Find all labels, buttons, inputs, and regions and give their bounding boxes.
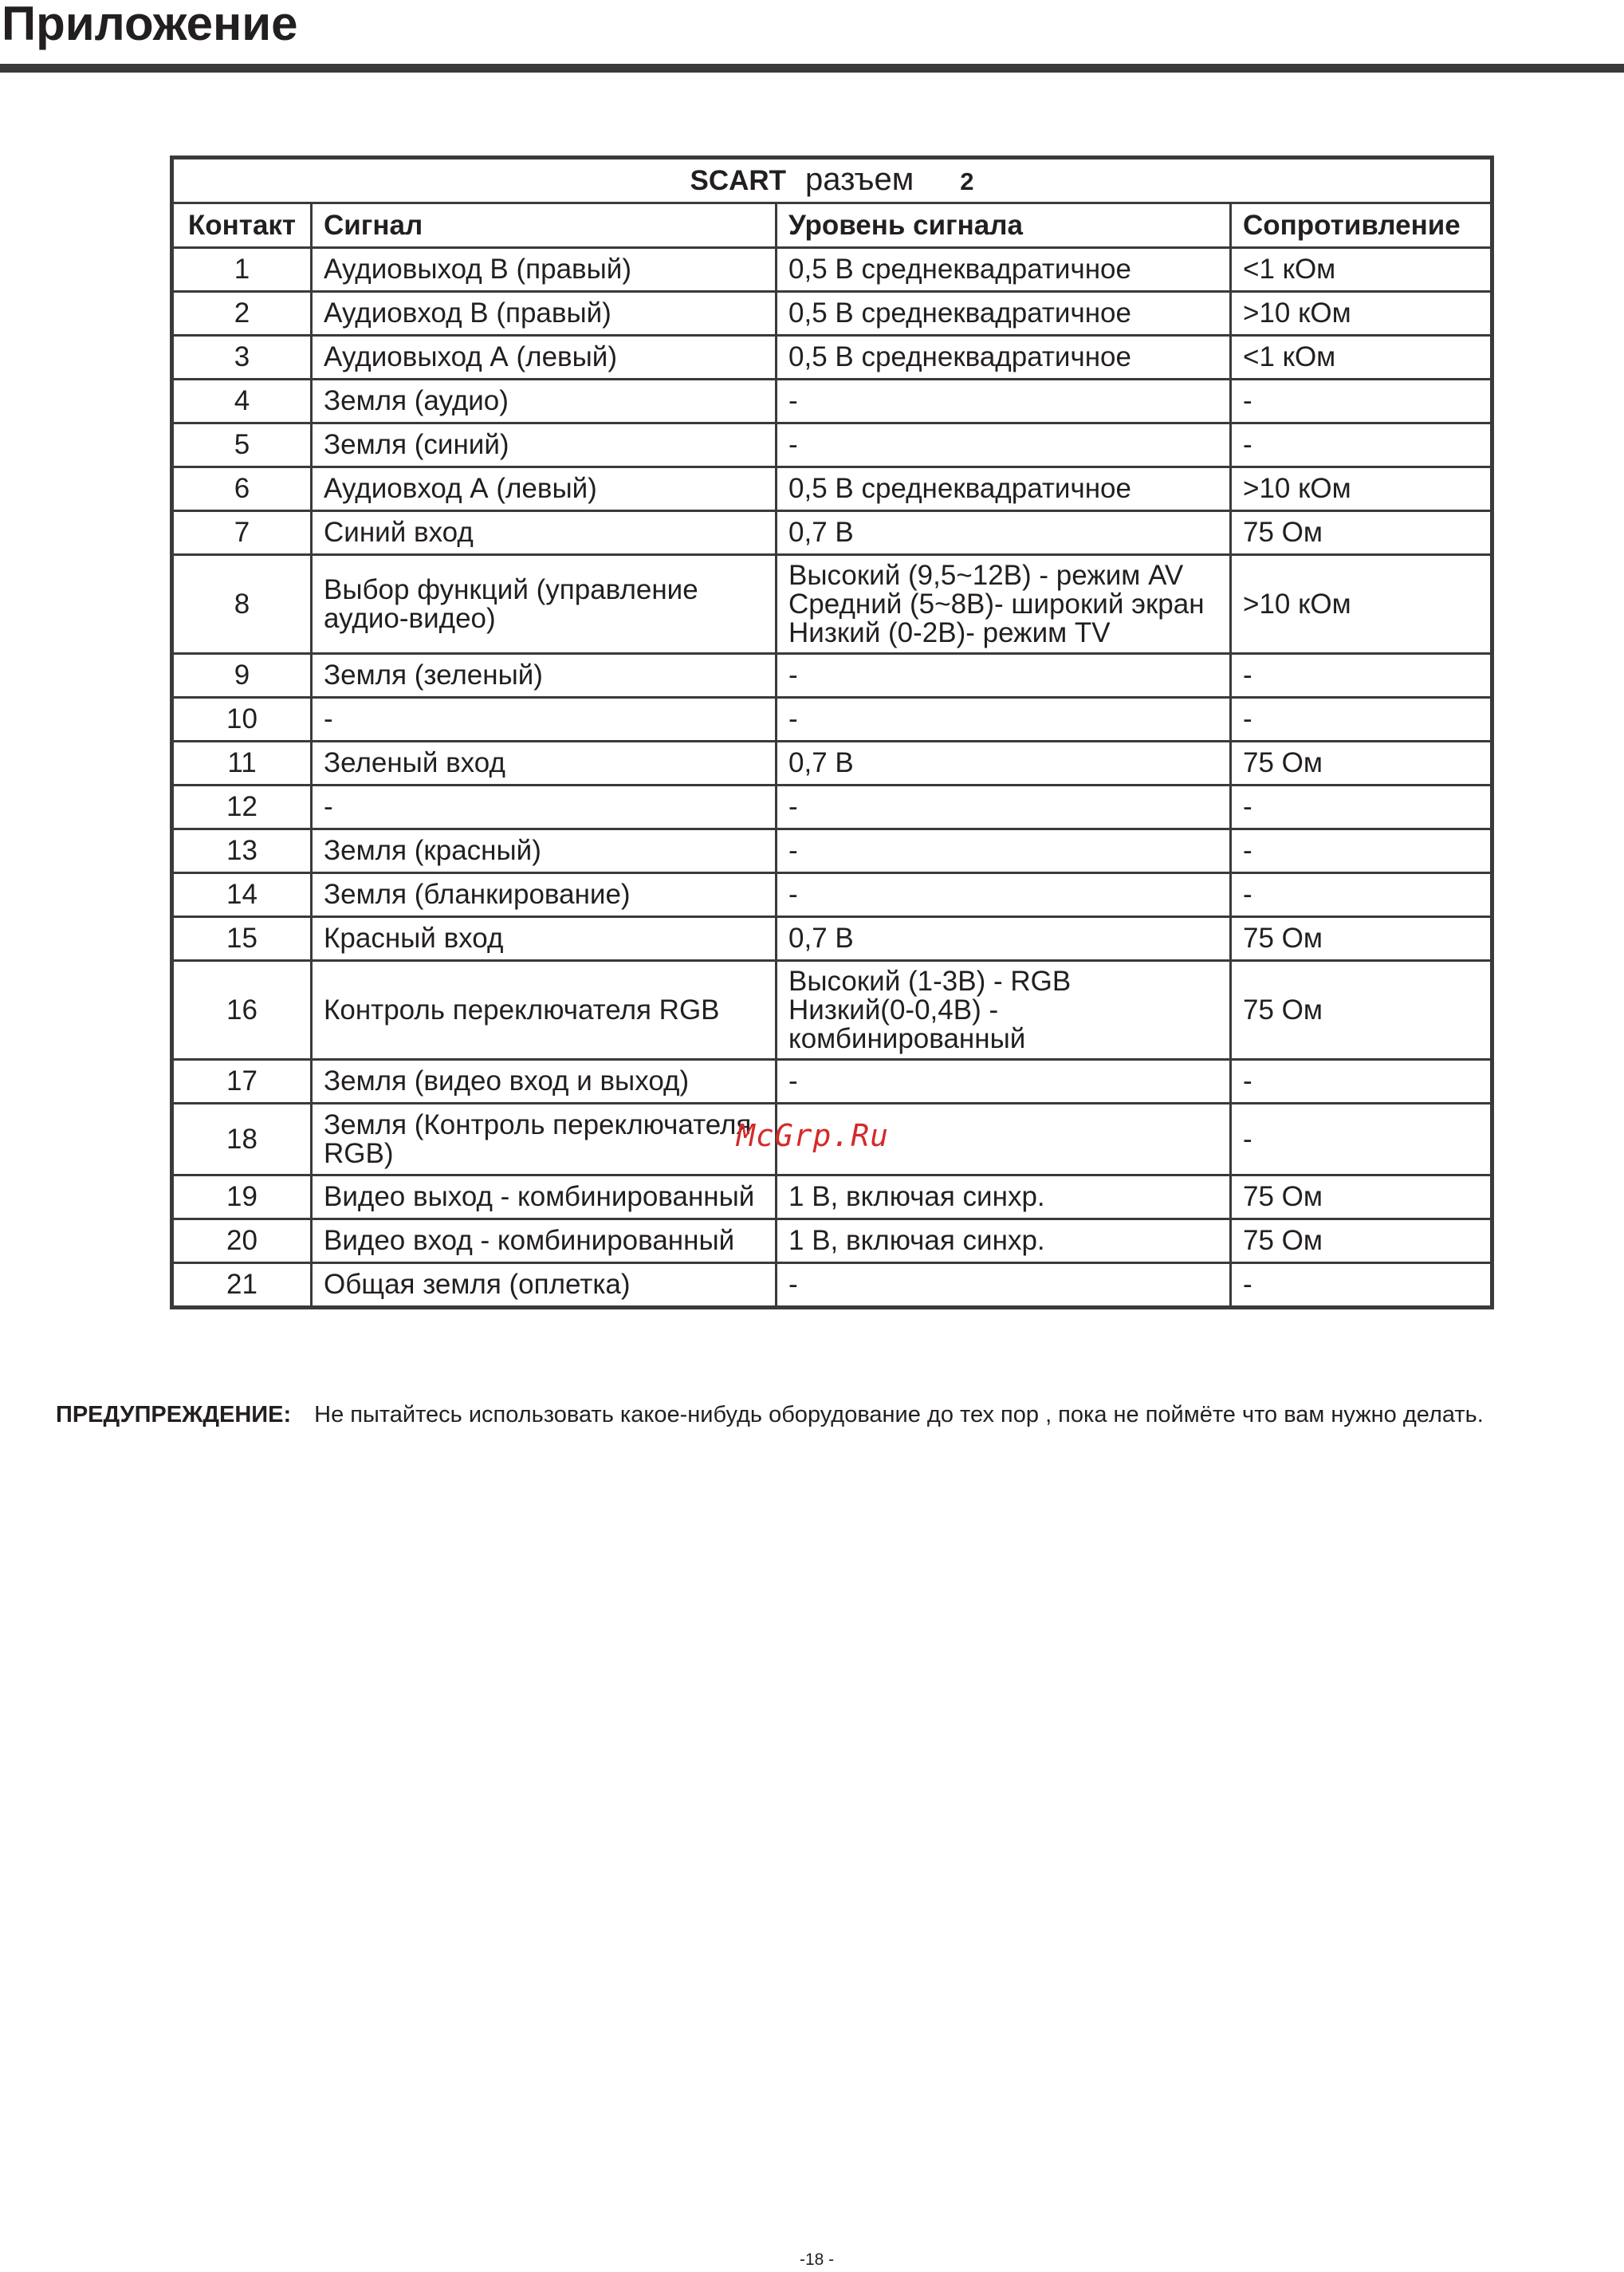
warning-text: Не пытайтесь использовать какое-нибудь оборудование до тех пор , пока не поймёте что вам нужно делать. bbox=[314, 1402, 1484, 1427]
cell-contact: 15 bbox=[172, 917, 312, 961]
cell-signal: Красный вход bbox=[312, 917, 777, 961]
cell-resistance: 75 Ом bbox=[1231, 1175, 1492, 1219]
cell-resistance: - bbox=[1231, 873, 1492, 917]
cell-resistance: >10 кОм bbox=[1231, 292, 1492, 336]
cell-resistance: 75 Ом bbox=[1231, 511, 1492, 555]
cell-level-line: - bbox=[788, 660, 798, 691]
cell-resistance: - bbox=[1231, 423, 1492, 467]
cell-signal: Общая земля (оплетка) bbox=[312, 1263, 777, 1308]
table-row bbox=[172, 1175, 1492, 1219]
warning-note bbox=[56, 1402, 1484, 1428]
cell-signal: Видео выход - комбинированный bbox=[312, 1175, 777, 1219]
cell-level-line: Высокий (9,5~12В) - режим AV bbox=[788, 559, 1184, 591]
cell-contact: 9 bbox=[172, 654, 312, 698]
cell-signal: Аудиовход В (правый) bbox=[312, 292, 777, 336]
cell-level bbox=[777, 248, 1231, 292]
cell-level bbox=[777, 873, 1231, 917]
cell-level bbox=[777, 698, 1231, 742]
cell-level-line: - bbox=[788, 429, 798, 460]
cell-contact: 6 bbox=[172, 467, 312, 511]
cell-level-line: - bbox=[788, 879, 798, 910]
cell-level-line: Высокий (1-3В) - RGB bbox=[788, 965, 1072, 997]
cell-signal: Выбор функций (управление аудио-видео) bbox=[312, 555, 777, 654]
cell-level bbox=[777, 380, 1231, 423]
cell-level bbox=[777, 1263, 1231, 1308]
table-row bbox=[172, 786, 1492, 829]
cell-contact: 19 bbox=[172, 1175, 312, 1219]
cell-signal: Аудиовход А (левый) bbox=[312, 467, 777, 511]
cell-signal: - bbox=[312, 698, 777, 742]
cell-resistance: - bbox=[1231, 654, 1492, 698]
cell-resistance: - bbox=[1231, 1060, 1492, 1104]
table-row bbox=[172, 1263, 1492, 1308]
cell-level bbox=[777, 917, 1231, 961]
cell-level-line: - bbox=[788, 703, 798, 734]
cell-level bbox=[777, 961, 1231, 1060]
warning-label: ПРЕДУПРЕЖДЕНИЕ: bbox=[56, 1402, 292, 1427]
table-row bbox=[172, 380, 1492, 423]
cell-level bbox=[777, 467, 1231, 511]
cell-resistance: - bbox=[1231, 1104, 1492, 1175]
cell-signal: - bbox=[312, 786, 777, 829]
cell-contact: 3 bbox=[172, 336, 312, 380]
cell-level bbox=[777, 555, 1231, 654]
cell-resistance: 75 Ом bbox=[1231, 961, 1492, 1060]
cell-contact: 2 bbox=[172, 292, 312, 336]
cell-signal: Земля (видео вход и выход) bbox=[312, 1060, 777, 1104]
cell-level bbox=[777, 1060, 1231, 1104]
cell-signal: Видео вход - комбинированный bbox=[312, 1219, 777, 1263]
table-row bbox=[172, 511, 1492, 555]
title-divider bbox=[0, 64, 1624, 73]
caption-scart: SCART bbox=[690, 165, 787, 196]
cell-resistance: - bbox=[1231, 1263, 1492, 1308]
cell-contact: 4 bbox=[172, 380, 312, 423]
cell-signal: Аудиовыход А (левый) bbox=[312, 336, 777, 380]
cell-level-line: Средний (5~8В)- широкий экран bbox=[788, 588, 1205, 620]
cell-signal: Контроль переключателя RGB bbox=[312, 961, 777, 1060]
cell-signal: Земля (Контроль переключателя RGB) bbox=[312, 1104, 777, 1175]
cell-resistance: >10 кОм bbox=[1231, 467, 1492, 511]
cell-signal: Аудиовыход В (правый) bbox=[312, 248, 777, 292]
table-header-row bbox=[172, 203, 1492, 248]
cell-contact: 1 bbox=[172, 248, 312, 292]
cell-signal: Земля (красный) bbox=[312, 829, 777, 873]
cell-level-line: Низкий (0-2В)- режим TV bbox=[788, 616, 1111, 648]
cell-level-line: 0,7 В bbox=[788, 923, 854, 954]
cell-level-line: 1 В, включая синхр. bbox=[788, 1181, 1045, 1212]
cell-level-line: - bbox=[788, 835, 798, 866]
cell-resistance: 75 Ом bbox=[1231, 917, 1492, 961]
watermark-text: McGrp.Ru bbox=[737, 1118, 890, 1153]
cell-contact: 8 bbox=[172, 555, 312, 654]
table-row bbox=[172, 829, 1492, 873]
cell-level bbox=[777, 786, 1231, 829]
table-row bbox=[172, 1060, 1492, 1104]
header-level: Уровень сигнала bbox=[777, 203, 1231, 248]
cell-contact: 7 bbox=[172, 511, 312, 555]
cell-level-line: 0,5 В среднеквадратичное bbox=[788, 254, 1131, 285]
cell-contact: 11 bbox=[172, 742, 312, 786]
cell-resistance: 75 Ом bbox=[1231, 1219, 1492, 1263]
header-contact: Контакт bbox=[172, 203, 312, 248]
cell-contact: 10 bbox=[172, 698, 312, 742]
table-row bbox=[172, 248, 1492, 292]
cell-signal: Земля (зеленый) bbox=[312, 654, 777, 698]
cell-contact: 12 bbox=[172, 786, 312, 829]
table-caption-row bbox=[172, 158, 1492, 203]
header-resistance: Сопротивление bbox=[1231, 203, 1492, 248]
cell-level-line: комбинированный bbox=[788, 1022, 1026, 1054]
cell-level bbox=[777, 336, 1231, 380]
table-row bbox=[172, 423, 1492, 467]
table-row bbox=[172, 742, 1492, 786]
page-number: -18 - bbox=[800, 2250, 835, 2269]
table-row bbox=[172, 961, 1492, 1060]
table-row bbox=[172, 654, 1492, 698]
cell-level bbox=[777, 1219, 1231, 1263]
cell-contact: 13 bbox=[172, 829, 312, 873]
cell-signal: Синий вход bbox=[312, 511, 777, 555]
cell-level bbox=[777, 1175, 1231, 1219]
cell-contact: 18 bbox=[172, 1104, 312, 1175]
cell-level bbox=[777, 654, 1231, 698]
cell-level bbox=[777, 829, 1231, 873]
cell-level-line: 0,7 В bbox=[788, 517, 854, 548]
cell-resistance: - bbox=[1231, 829, 1492, 873]
cell-level-line: 0,5 В среднеквадратичное bbox=[788, 297, 1131, 329]
cell-contact: 20 bbox=[172, 1219, 312, 1263]
table-row bbox=[172, 873, 1492, 917]
header-signal: Сигнал bbox=[312, 203, 777, 248]
cell-resistance: - bbox=[1231, 698, 1492, 742]
table-row bbox=[172, 336, 1492, 380]
cell-level-line: 0,7 В bbox=[788, 747, 854, 778]
table-row bbox=[172, 917, 1492, 961]
cell-level bbox=[777, 423, 1231, 467]
cell-level-line: - bbox=[788, 791, 798, 822]
caption-connector-number: 2 bbox=[960, 167, 974, 195]
cell-resistance: - bbox=[1231, 380, 1492, 423]
cell-signal: Земля (синий) bbox=[312, 423, 777, 467]
cell-level-line: 0,5 В среднеквадратичное bbox=[788, 341, 1131, 372]
cell-resistance: <1 кОм bbox=[1231, 336, 1492, 380]
cell-resistance: <1 кОм bbox=[1231, 248, 1492, 292]
cell-level-line: 0,5 В среднеквадратичное bbox=[788, 473, 1131, 504]
cell-level-line: - bbox=[788, 385, 798, 416]
cell-level bbox=[777, 292, 1231, 336]
table-row bbox=[172, 555, 1492, 654]
cell-resistance: >10 кОм bbox=[1231, 555, 1492, 654]
cell-level-line: - bbox=[788, 1065, 798, 1097]
cell-level bbox=[777, 511, 1231, 555]
table-row bbox=[172, 467, 1492, 511]
table-caption bbox=[172, 158, 1492, 203]
cell-contact: 16 bbox=[172, 961, 312, 1060]
cell-contact: 21 bbox=[172, 1263, 312, 1308]
cell-contact: 5 bbox=[172, 423, 312, 467]
cell-resistance: - bbox=[1231, 786, 1492, 829]
cell-signal: Земля (аудио) bbox=[312, 380, 777, 423]
cell-level bbox=[777, 742, 1231, 786]
table-row bbox=[172, 698, 1492, 742]
cell-level-line: 1 В, включая синхр. bbox=[788, 1225, 1045, 1256]
cell-contact: 17 bbox=[172, 1060, 312, 1104]
cell-level-line: Низкий(0-0,4В) - bbox=[788, 994, 999, 1026]
page-title: Приложение bbox=[2, 0, 298, 50]
cell-signal: Зеленый вход bbox=[312, 742, 777, 786]
caption-connector-word: разъем bbox=[805, 162, 914, 197]
cell-contact: 14 bbox=[172, 873, 312, 917]
cell-level-line: - bbox=[788, 1269, 798, 1300]
cell-signal: Земля (бланкирование) bbox=[312, 873, 777, 917]
cell-resistance: 75 Ом bbox=[1231, 742, 1492, 786]
table-row bbox=[172, 1219, 1492, 1263]
table-row bbox=[172, 292, 1492, 336]
